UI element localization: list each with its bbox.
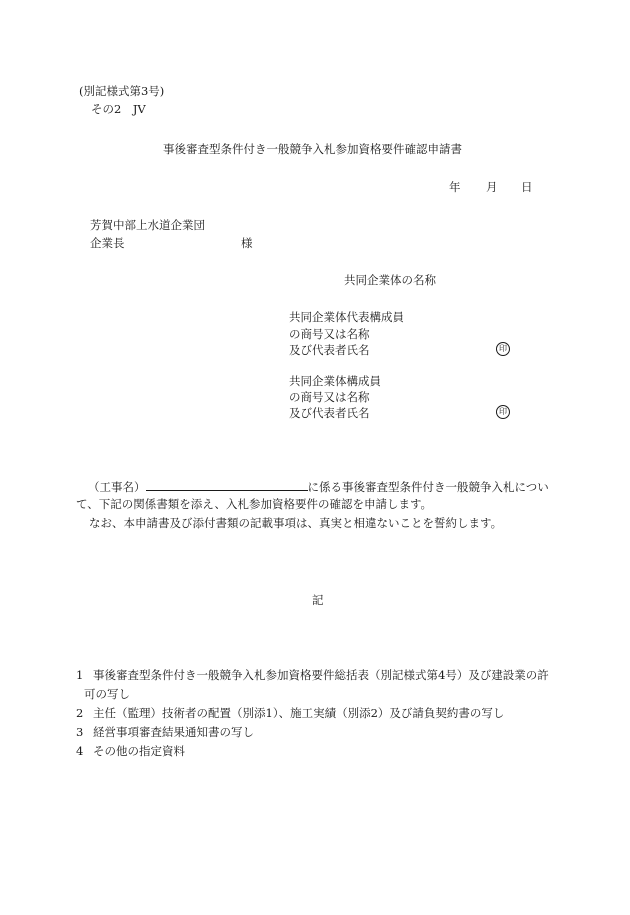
rep-label-line3: 及び代表者氏名 bbox=[289, 343, 370, 357]
project-name-blank bbox=[146, 480, 308, 491]
addressee-organization: 芳賀中部上水道企業団 bbox=[90, 218, 205, 232]
date-day-label: 日 bbox=[521, 180, 533, 194]
member-label-line1: 共同企業体構成員 bbox=[289, 374, 381, 388]
addressee-honorific: 様 bbox=[241, 236, 253, 250]
jv-name-label: 共同企業体の名称 bbox=[344, 273, 436, 287]
rep-seal-icon: 印 bbox=[496, 342, 510, 356]
date-month-label: 月 bbox=[486, 180, 498, 194]
body-line-1 bbox=[88, 480, 549, 494]
addressee-position: 企業長 bbox=[90, 236, 125, 250]
member-label-line2: の商号又は名称 bbox=[289, 390, 370, 404]
rep-label-line2: の商号又は名称 bbox=[289, 327, 370, 341]
form-number: (別記様式第3号) bbox=[79, 84, 165, 98]
date-year-label: 年 bbox=[449, 180, 461, 194]
member-seal-icon: 印 bbox=[496, 405, 510, 419]
document-title: 事後審査型条件付き一般競争入札参加資格要件確認申請書 bbox=[163, 142, 462, 156]
body-line-3: なお、本申請書及び添付書類の記載事項は、真実と相違ないことを誓約します。 bbox=[89, 516, 503, 530]
project-name-label: （工事名） bbox=[88, 480, 146, 494]
body-line-2: て、下記の関係書類を添え、入札参加資格要件の確認を申請します。 bbox=[76, 497, 433, 511]
attachment-number: 1 bbox=[76, 668, 84, 682]
ki-heading: 記 bbox=[312, 593, 324, 607]
member-label-line3: 及び代表者氏名 bbox=[289, 406, 370, 420]
attachment-number: 2 bbox=[76, 706, 84, 720]
body-line-1-text: に係る事後審査型条件付き一般競争入札につい bbox=[307, 480, 549, 494]
attachment-text: その他の指定資料 bbox=[93, 744, 185, 758]
attachment-number: 3 bbox=[76, 725, 84, 739]
attachment-text: 事後審査型条件付き一般競争入札参加資格要件総括表（別記様式第4号）及び建設業の許 bbox=[93, 668, 549, 682]
attachment-number: 4 bbox=[76, 744, 84, 758]
attachment-text-continued: 可の写し bbox=[84, 687, 130, 701]
rep-label-line1: 共同企業体代表構成員 bbox=[289, 310, 404, 324]
attachment-text: 経営事項審査結果通知書の写し bbox=[93, 725, 254, 739]
attachment-text: 主任（監理）技術者の配置（別添1）、施工実績（別添2）及び請負契約書の写し bbox=[93, 706, 505, 720]
sub-form-label: その2 JV bbox=[91, 102, 146, 116]
